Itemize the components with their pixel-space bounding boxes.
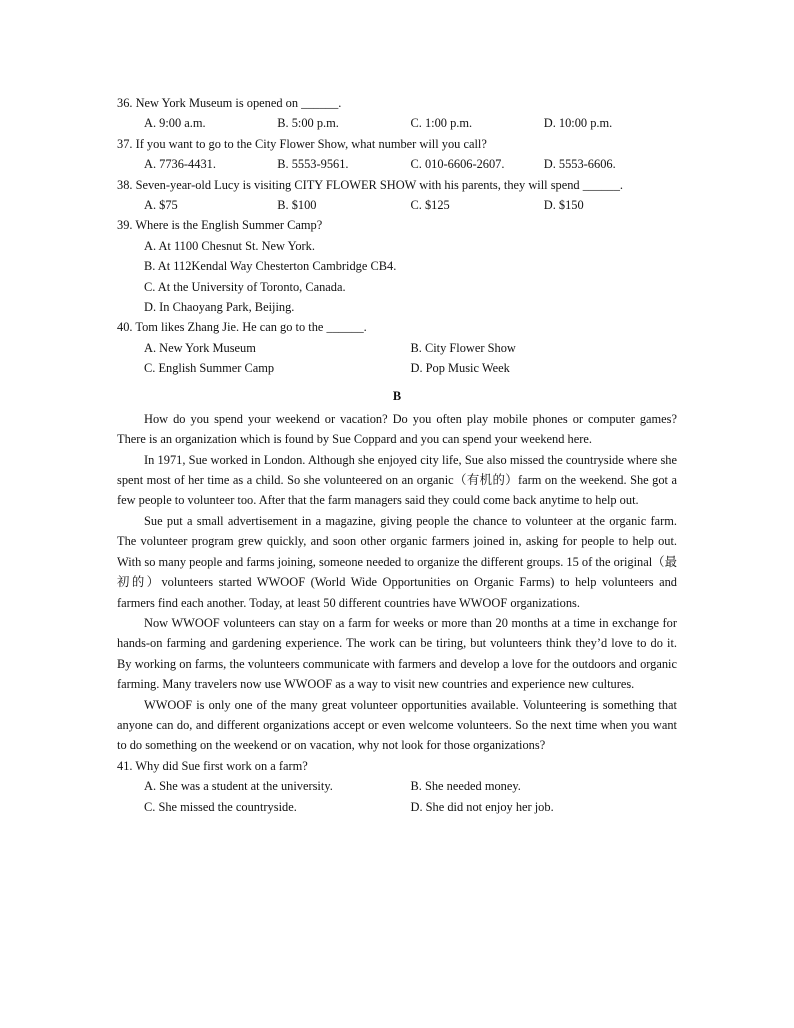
option-a: A. 9:00 a.m. [144,116,206,131]
option-d: D. Pop Music Week [410,361,510,376]
option-row [117,154,677,174]
option-d: D. 5553-6606. [543,157,616,172]
option-row [117,338,677,358]
page-content [117,93,677,817]
option-row [117,195,677,215]
passage-paragraph: In 1971, Sue worked in London. Although she enjoyed city life, Sue also missed the countryside where she spent most of her time as a child. So she volunteered on an organic（有机的）farm on the weekend. She got a few people to volunteer too. After that the farm managers said they could come back anytime to help out. [117,452,677,508]
option-c: C. $125 [410,197,450,212]
option-a: A. $75 [144,197,178,212]
option-b: B. City Flower Show [410,340,516,355]
option-d: D. In Chaoyang Park, Beijing. [144,299,295,314]
option-b: B. At 112Kendal Way Chesterton Cambridge CB4. [144,259,397,274]
passage-paragraph: Sue put a small advertisement in a magazine, giving people the chance to volunteer at the organic farm. The volunteer program grew quickly, and soon other organic farmers joined in, asking for people to help out. With so many people and farms joining, someone needed to organize the different groups. 15 of the original（最初的）volunteers started WWOOF (World Wide Opportunities on Organic Farms) to help volunteers and farmers find each another. Today, at least 50 different countries have WWOOF organizations. [117,513,677,610]
question-stem: 39. Where is the English Summer Camp? [117,218,323,233]
question-stem: 36. New York Museum is opened on ______. [117,96,342,110]
option-a: A. She was a student at the university. [144,779,333,794]
passage-paragraph: Now WWOOF volunteers can stay on a farm for weeks or more than 20 months at a time in exchange for hands-on farming and gardening experience. The work can be tiring, but volunteers think they’d love to do it. By working on farms, the volunteers communicate with farmers and develop a love for the outdoors and organic farming. Many travelers now use WWOOF as a way to visit new countries and experience new cultures. [117,615,677,692]
section-title: B [392,389,402,404]
option-c: C. She missed the countryside. [144,799,297,814]
option-b: B. $100 [277,197,317,212]
option-b: B. She needed money. [410,779,521,794]
passage-paragraph: WWOOF is only one of the many great volunteer opportunities available. Volunteering is something that anyone can do, and different organizations accept or even welcome volunteers. So the next time when you want to do something on the weekend or on vacation, why not look for those organizations? [117,697,677,753]
option-c: C. 1:00 p.m. [410,116,473,131]
passage-paragraph: How do you spend your weekend or vacation? Do you often play mobile phones or computer games? There is an organization which is found by Sue Coppard and you can spend your weekend here. [117,411,677,447]
question-stem: 40. Tom likes Zhang Jie. He can go to the ______. [117,320,367,335]
option-row [117,113,677,133]
option-c: C. At the University of Toronto, Canada. [144,279,346,294]
option-c: C. English Summer Camp [144,361,275,376]
question-stem: 38. Seven-year-old Lucy is visiting CITY FLOWER SHOW with his parents, they will spend ______. [117,177,623,192]
option-c: C. 010-6606-2607. [410,157,505,172]
option-a: A. At 1100 Chesnut St. New York. [144,238,315,253]
option-row [117,776,677,796]
question-stem: 41. Why did Sue first work on a farm? [117,758,308,773]
option-row [117,358,677,378]
option-d: D. She did not enjoy her job. [410,799,554,814]
option-b: B. 5553-9561. [277,157,349,172]
option-d: D. 10:00 p.m. [543,116,613,131]
question-stem: 37. If you want to go to the City Flower Show, what number will you call? [117,136,487,151]
option-b: B. 5:00 p.m. [277,116,339,131]
option-d: D. $150 [543,197,584,212]
option-a: A. New York Museum [144,340,256,355]
option-a: A. 7736-4431. [144,157,216,172]
option-row [117,797,677,817]
